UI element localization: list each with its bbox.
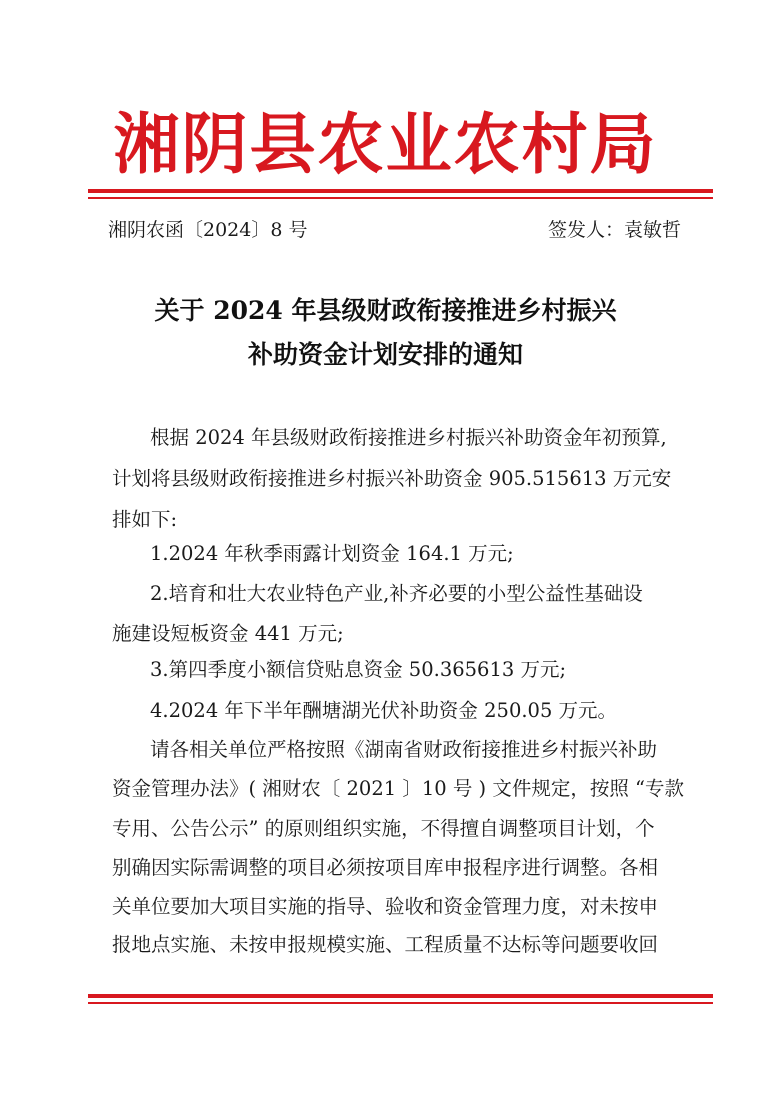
document-number: 湘阴农函〔2024〕8 号 (108, 219, 308, 241)
body-line: 3.第四季度小额信贷贴息资金 50.365613 万元; (150, 658, 567, 681)
header-red-rule-thin (88, 197, 713, 199)
notice-title-line-2: 补助资金计划安排的通知 (247, 340, 523, 369)
body-line: 施建设短板资金 441 万元; (112, 622, 344, 645)
body-line: 2.培育和壮大农业特色产业,补齐必要的小型公益性基础设 (150, 582, 643, 605)
body-line: 资金管理办法》( 湘财农〔 2021 〕10 号 ) 文件规定，按照 “专款 (112, 777, 685, 800)
body-line: 专用、公告公示” 的原则组织实施，不得擅自调整项目计划，个 (112, 817, 655, 840)
notice-title-line-1: 关于 2024 年县级财政衔接推进乡村振兴 (154, 296, 617, 325)
body-line: 关单位要加大项目实施的指导、验收和资金管理力度，对未按申 (112, 895, 659, 918)
agency-header-title: 湘阴县农业农村局 (113, 105, 658, 183)
body-line: 请各相关单位严格按照《湖南省财政衔接推进乡村振兴补助 (150, 738, 658, 761)
body-line: 排如下: (112, 508, 178, 531)
body-line: 4.2024 年下半年酬塘湖光伏补助资金 250.05 万元。 (150, 699, 618, 722)
issuer-signature: 签发人：袁敏哲 (547, 219, 681, 241)
body-line: 根据 2024 年县级财政衔接推进乡村振兴补助资金年初预算, (150, 426, 667, 449)
footer-red-rule-thin (88, 1002, 713, 1004)
body-line: 报地点实施、未按申报规模实施、工程质量不达标等问题要收回 (112, 933, 659, 956)
body-line: 计划将县级财政衔接推进乡村振兴补助资金 905.515613 万元安 (112, 467, 672, 490)
body-line: 1.2024 年秋季雨露计划资金 164.1 万元; (150, 542, 514, 565)
footer-red-rule-thick (88, 994, 713, 998)
header-red-rule-thick (88, 189, 713, 193)
body-line: 别确因实际需调整的项目必须按项目库申报程序进行调整。各相 (112, 856, 659, 879)
